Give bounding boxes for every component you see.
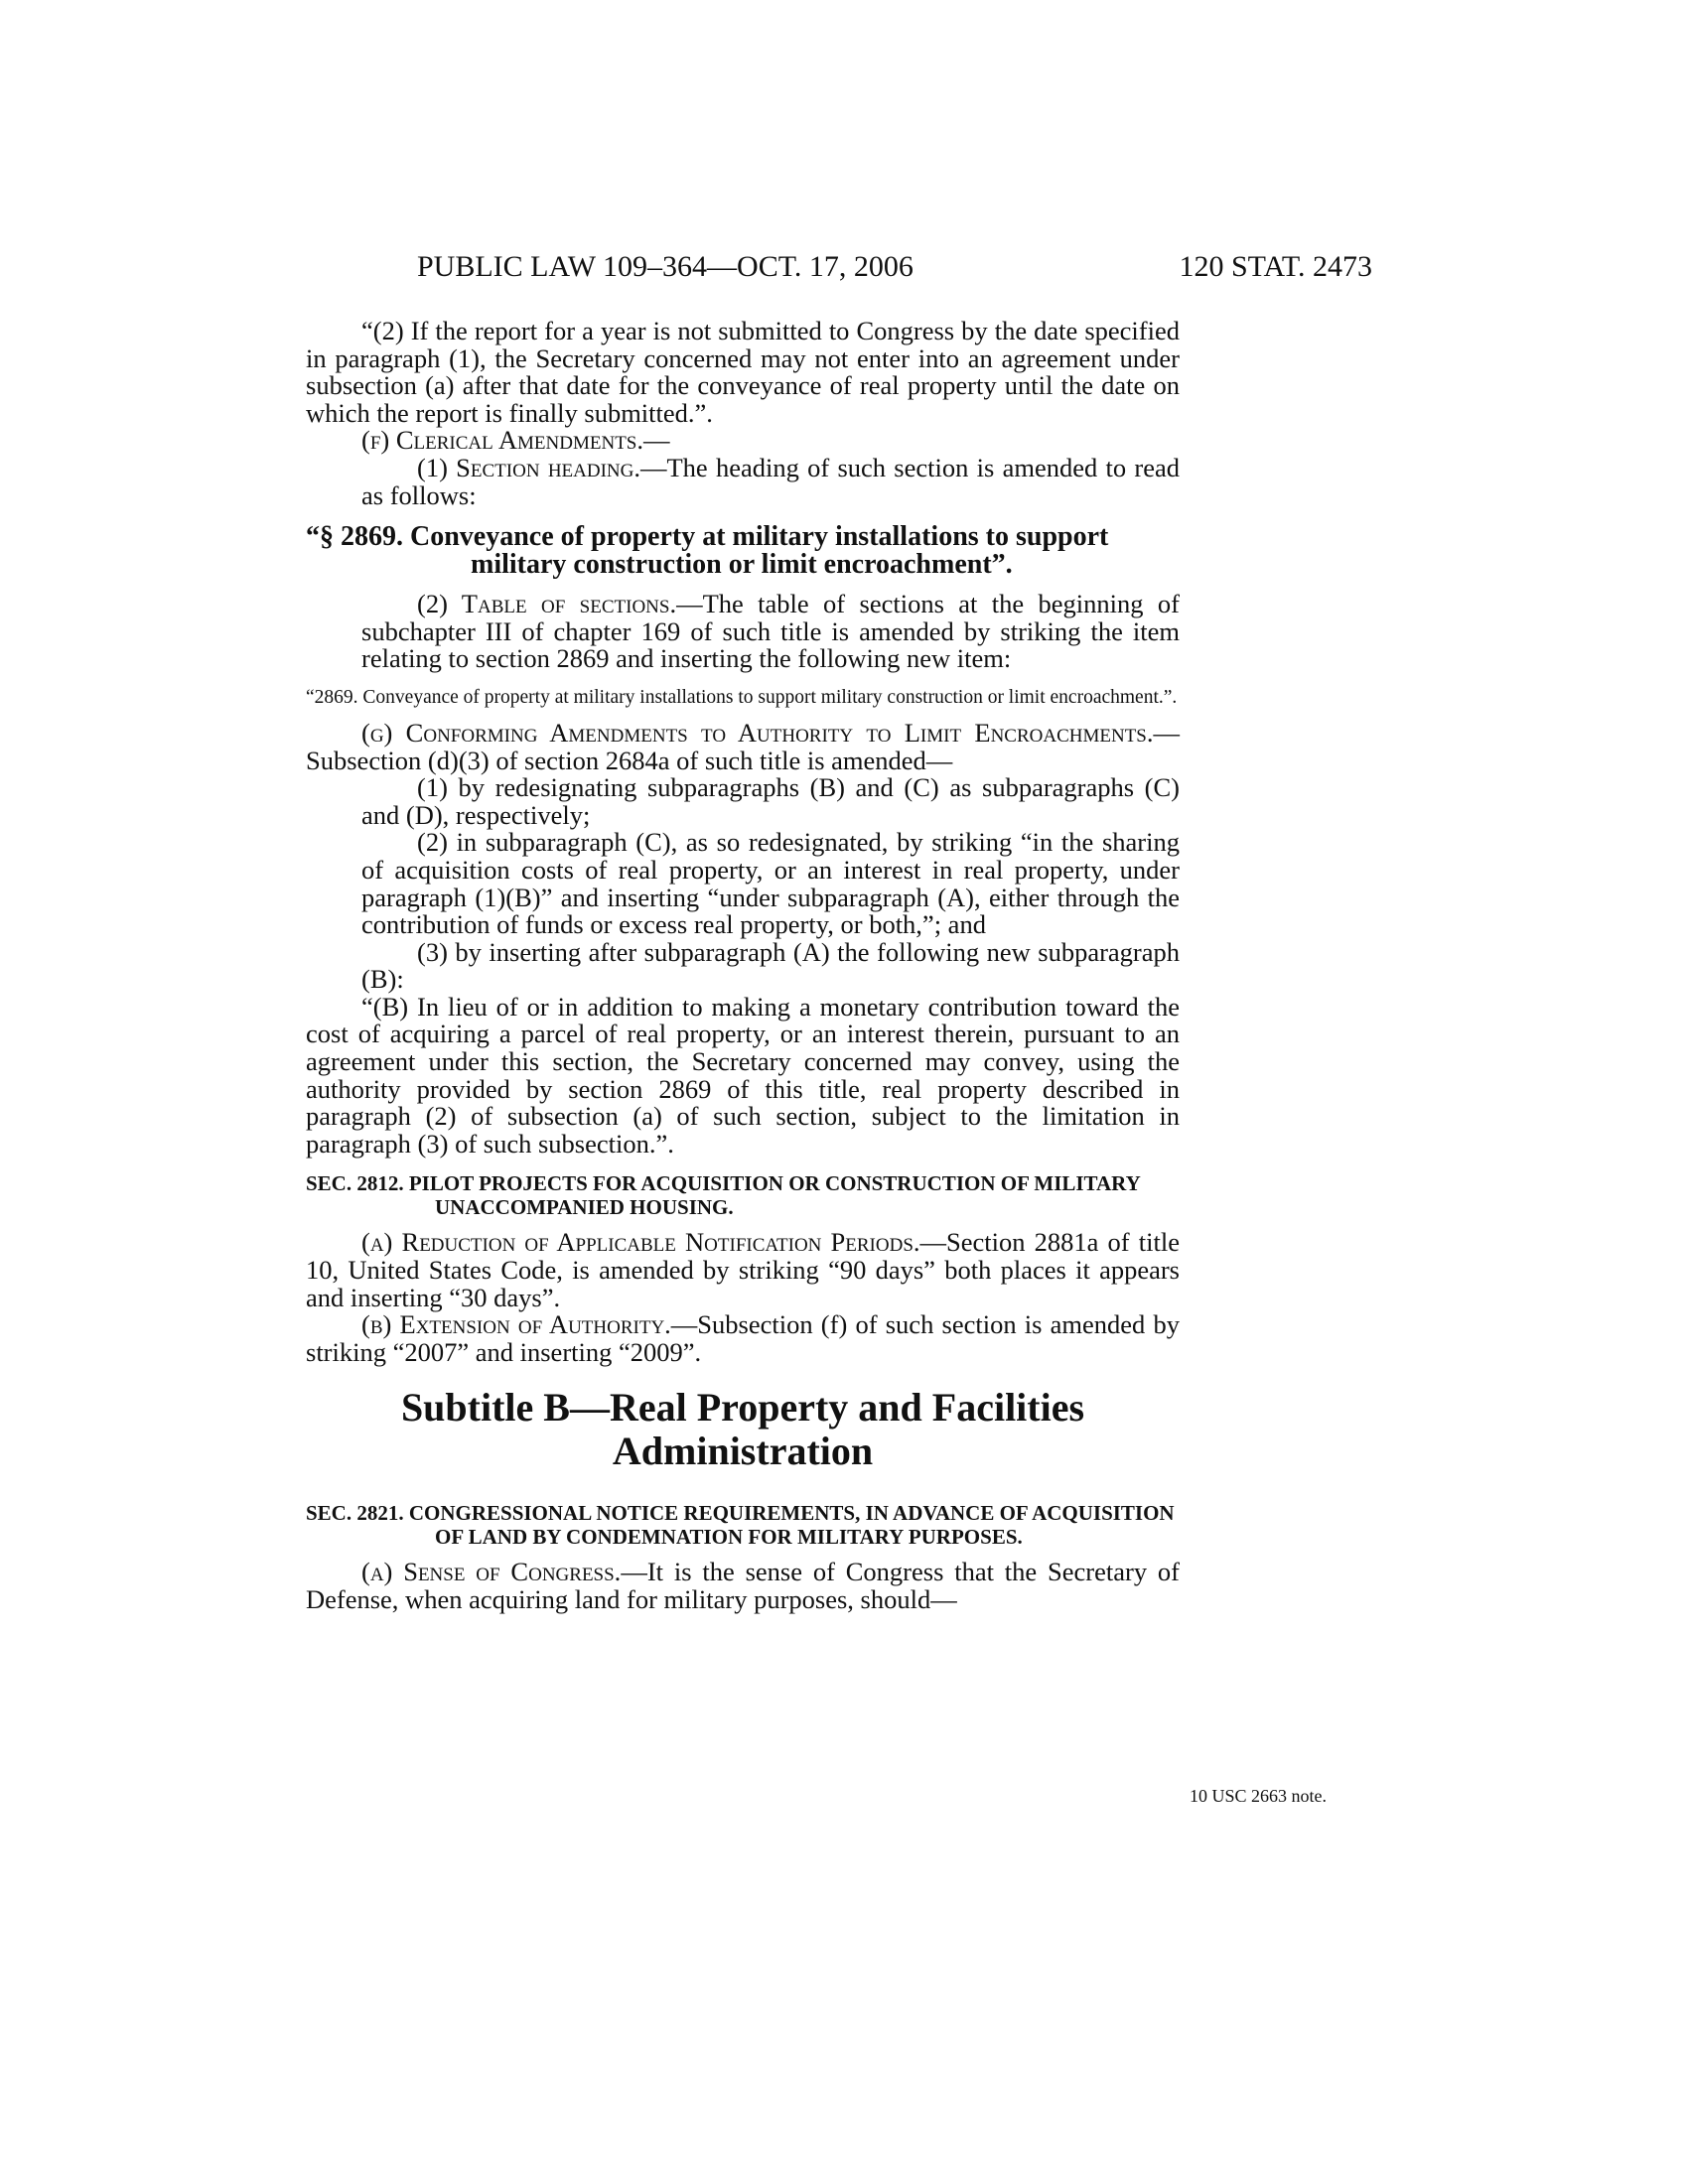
page-header <box>306 250 1372 290</box>
paragraph-g3: (3) by inserting after subparagraph (A) the following new subparagraph (B): <box>361 936 1180 995</box>
section-2821-heading: SEC. 2821. CONGRESSIONAL NOTICE REQUIREMENTS, IN ADVANCE OF ACQUISITION OF LAND BY CONDEMNATION FOR MILITARY PURPOSES. <box>306 1501 1175 1550</box>
section-2821-a-text: —It is the sense of Congress that the Secretary of Defense, when acquiring land for military purposes, should— <box>306 1557 1180 1614</box>
subsection-f-label: (f) Clerical Amendments.— <box>361 425 670 456</box>
paragraph-f2-label: (2) Table of sections. <box>417 589 677 619</box>
paragraph-f1-label: (1) Section heading. <box>417 452 640 482</box>
subsection-g <box>306 717 1180 775</box>
paragraph-f1-text: —The heading of such section is amended to read as follows: <box>361 452 1180 510</box>
subparagraph-b-insert: “(B) In lieu of or in addition to making a monetary contribution toward the cost of acquiring a parcel of real property, or an interest therein, pursuant to an agreement under this section, the Secretary concerned may convey, using the authority provided by section 2869 of this title, real property described in paragraph (2) of subsection (a) of such section, subject to the limitation in paragraph (3) of such subsection.”. <box>306 991 1180 1159</box>
section-2821-subsection-a <box>306 1559 1180 1613</box>
section-2869-heading: “§ 2869. Conveyance of property at military installations to support military construction or limit encroachment”. <box>306 521 1109 581</box>
subsection-g-label: (g) Conforming Amendments to Authority to Limit Encroachments. <box>361 717 1154 748</box>
paragraph-g1: (1) by redesignating subparagraphs (B) and (C) as subparagraphs (C) and (D), respectively; <box>361 772 1180 830</box>
section-2812-a-label: (a) Reduction of Applicable Notification Periods. <box>361 1227 920 1258</box>
section-2812-subsection-a <box>306 1229 1180 1311</box>
paragraph-report-deadline: “(2) If the report for a year is not submitted to Congress by the date specified in paragraph (1), the Secretary concerned may not enter into an agreement under subsection (a) after that date for the conveyance of real property until the date on which the report is finally submitted.”. <box>306 316 1180 428</box>
margin-note: 10 USC 2663 note. <box>1190 1786 1328 1806</box>
subsection-f-heading <box>306 427 1180 455</box>
section-2821-a-label: (a) Sense of Congress. <box>361 1557 622 1587</box>
section-2812-heading: SEC. 2812. PILOT PROJECTS FOR ACQUISITION OR CONSTRUCTION OF MILITARY UNACCOMPANIED HOUSING. <box>306 1171 1140 1220</box>
document-body <box>306 318 1180 1614</box>
table-of-sections-item: “2869. Conveyance of property at military installations to support military construction or limit encroachment.”. <box>306 686 1178 708</box>
section-2812-b-text: —Subsection (f) of such section is amended by striking “2007” and inserting “2009”. <box>306 1309 1181 1367</box>
paragraph-g2: (2) in subparagraph (C), as so redesignated, by striking “in the sharing of acquisition costs of real property, or an interest in real property, under paragraph (1)(B)” and inserting “under subparagraph (A), either through the contribution of funds or excess real property, or both,”; and <box>361 827 1180 940</box>
paragraph-f2 <box>306 591 1180 673</box>
paragraph-f1 <box>306 452 1180 510</box>
section-2812-a-text: —Section 2881a of title 10, United States Code, is amended by striking “90 days” both places it appears and inserting “30 days”. <box>306 1227 1180 1312</box>
subtitle-heading: Subtitle B—Real Property and Facilities Administration <box>400 1385 1085 1474</box>
running-head: PUBLIC LAW 109–364—OCT. 17, 2006 <box>417 250 914 283</box>
paragraph-f2-text: —The table of sections at the beginning of subchapter III of chapter 169 of such title is amended by striking the item relating to section 2869 and inserting the following new item: <box>361 589 1180 674</box>
subsection-g-text: —Subsection (d)(3) of section 2684a of such title is amended— <box>306 717 1180 775</box>
statute-page-number: 120 STAT. 2473 <box>1179 250 1372 283</box>
section-2812-b-label: (b) Extension of Authority. <box>361 1309 671 1340</box>
section-2812-subsection-b <box>306 1311 1180 1366</box>
